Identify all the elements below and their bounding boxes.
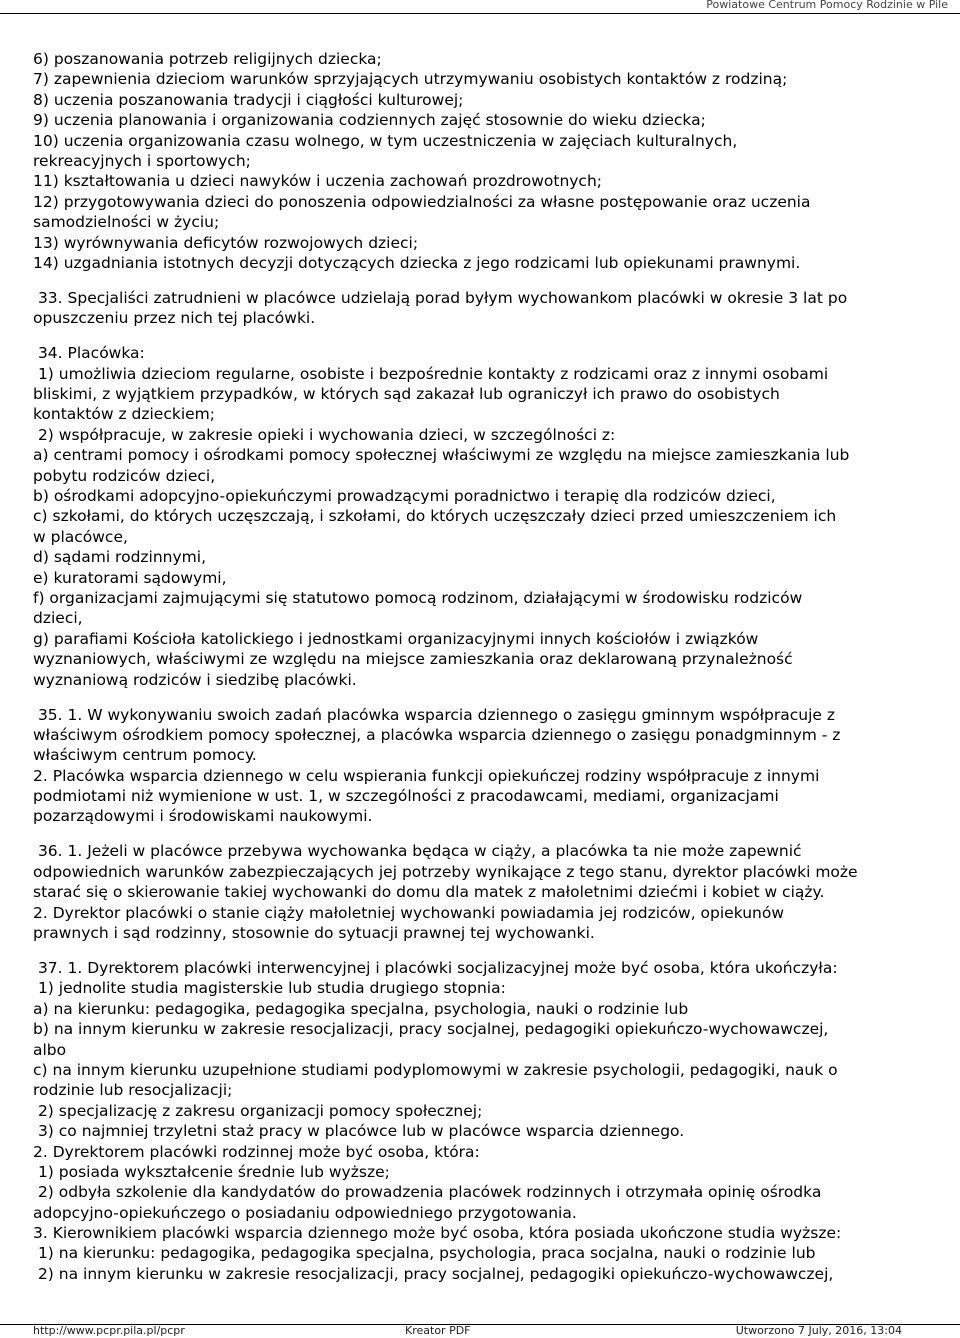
text-line: 9) uczenia planowania i organizowania codziennych zajęć stosownie do wieku dziecka; <box>33 111 706 130</box>
page-header <box>0 0 960 14</box>
text-line: 1) na kierunku: pedagogika, pedagogika specjalna, psychologia, praca socjalna, nauki o rodzinie lub <box>33 1244 816 1263</box>
header-title: Powiatowe Centrum Pomocy Rodzinie w Pile <box>706 0 948 11</box>
text-line: g) parafiami Kościoła katolickiego i jednostkami organizacyjnymi innych kościołów i związków <box>33 629 759 648</box>
text-line: 3. Kierownikiem placówki wsparcia dziennego może być osoba, która posiada ukończone studia wyższe: <box>33 1224 842 1243</box>
text-line: starać się o skierowanie takiej wychowanki do domu dla matek z małoletnimi dziećmi i kobiet w ciąży. <box>33 883 825 902</box>
text-line: dzieci, <box>33 609 83 628</box>
text-line: 34. Placówka: <box>33 344 145 363</box>
paragraph-gap <box>33 943 933 958</box>
text-line: albo <box>33 1040 67 1059</box>
text-line: kontaktów z dzieckiem; <box>33 405 215 424</box>
text-line: w placówce, <box>33 527 128 546</box>
footer-created-date: Utworzono 7 July, 2016, 13:04 <box>735 1324 902 1337</box>
text-line: 1) umożliwia dzieciom regularne, osobiste i bezpośrednie kontakty z rodzicami oraz z innymi osobami <box>33 364 829 383</box>
text-line: 37. 1. Dyrektorem placówki interwencyjnej i placówki socjalizacyjnej może być osoba, która ukończyła: <box>33 958 838 977</box>
paragraph-gap <box>33 690 933 705</box>
text-line: 35. 1. W wykonywaniu swoich zadań placówka wsparcia dziennego o zasięgu gminnym współpracuje z <box>33 705 835 724</box>
document-body <box>33 49 933 1284</box>
text-line: 2) odbyła szkolenie dla kandydatów do prowadzenia placówek rodzinnych i otrzymała opinię ośrodka <box>33 1183 822 1202</box>
text-line: odpowiednich warunków zabezpieczających jej potrzeby wynikające z tego stanu, dyrektor placówki może <box>33 862 858 881</box>
text-line: 2. Placówka wsparcia dziennego w celu wspierania funkcji opiekuńczej rodziny współpracuje z innymi <box>33 766 820 785</box>
text-line: samodzielności w życiu; <box>33 213 220 232</box>
paragraph-gap <box>33 329 933 344</box>
text-line: f) organizacjami zajmującymi się statutowo pomocą rodzinom, działającymi w środowisku rodziców <box>33 588 803 607</box>
text-line: 14) uzgadniania istotnych decyzji dotyczących dziecka z jego rodzicami lub opiekunami prawnymi. <box>33 253 801 272</box>
text-line: 2) na innym kierunku w zakresie resocjalizacji, pracy socjalnej, pedagogiki opiekuńczo-wychowawczej, <box>33 1264 834 1283</box>
text-line: bliskimi, z wyjątkiem przypadków, w których sąd zakazał lub ograniczył ich prawo do osobistych <box>33 385 780 404</box>
text-line: prawnych i sąd rodzinny, stosownie do sytuacji prawnej tej wychowanki. <box>33 924 595 942</box>
text-line: a) na kierunku: pedagogika, pedagogika specjalna, psychologia, nauki o rodzinie lub <box>33 999 689 1018</box>
text-line: 2. Dyrektor placówki o stanie ciąży małoletniej wychowanki powiadamia jej rodziców, opiekunów <box>33 903 785 922</box>
text-line: 1) jednolite studia magisterskie lub studia drugiego stopnia: <box>33 979 506 998</box>
text-line: d) sądami rodzinnymi, <box>33 548 207 567</box>
text-line: pobytu rodziców dzieci, <box>33 466 216 485</box>
text-line: 33. Specjaliści zatrudnieni w placówce udzielają porad byłym wychowankom placówki w okresie 3 lat po <box>33 288 848 307</box>
text-line: podmiotami niż wymienione w ust. 1, w szczególności z pracodawcami, mediami, organizacjami <box>33 787 779 806</box>
text-line: wyznaniową rodziców i siedzibę placówki. <box>33 670 357 689</box>
text-line: właściwym ośrodkiem pomocy społecznej, a placówka wsparcia dziennego o zasięgu ponadgminnym - z <box>33 725 841 744</box>
text-line: 12) przygotowywania dzieci do ponoszenia odpowiedzialności za własne postępowanie oraz uczenia <box>33 192 811 211</box>
text-line: 3) co najmniej trzyletni staż pracy w placówce lub w placówce wsparcia dziennego. <box>33 1122 685 1141</box>
text-line: 11) kształtowania u dzieci nawyków i uczenia zachowań prozdrowotnych; <box>33 172 603 191</box>
text-line: rodzinie lub resocjalizacji; <box>33 1081 233 1100</box>
text-line: b) na innym kierunku w zakresie resocjalizacji, pracy socjalnej, pedagogiki opiekuńczo-wychowawczej, <box>33 1020 829 1039</box>
header-divider <box>0 13 960 14</box>
text-line: 2) współpracuje, w zakresie opieki i wychowania dzieci, w szczególności z: <box>33 425 616 444</box>
text-line: 13) wyrównywania deficytów rozwojowych dzieci; <box>33 233 419 252</box>
text-line: rekreacyjnych i sportowych; <box>33 151 251 170</box>
page-footer <box>0 1325 960 1338</box>
text-line: c) na innym kierunku uzupełnione studiami podyplomowymi w zakresie psychologii, pedagogiki, nauk o <box>33 1060 838 1079</box>
text-line: 10) uczenia organizowania czasu wolnego, w tym uczestniczenia w zajęciach kulturalnych, <box>33 131 738 150</box>
text-line: 8) uczenia poszanowania tradycji i ciągłości kulturowej; <box>33 90 464 109</box>
footer-creator: Kreator PDF <box>405 1324 471 1337</box>
paragraph-gap <box>33 827 933 842</box>
text-line: adopcyjno-opiekuńczego o posiadaniu odpowiedniego przygotowania. <box>33 1203 577 1222</box>
text-line: opuszczeniu przez nich tej placówki. <box>33 309 316 328</box>
text-line: 1) posiada wykształcenie średnie lub wyższe; <box>33 1162 390 1181</box>
text-line: 7) zapewnienia dzieciom warunków sprzyjających utrzymywaniu osobistych kontaktów z rodziną; <box>33 70 788 89</box>
paragraph-gap <box>33 273 933 288</box>
text-line: 36. 1. Jeżeli w placówce przebywa wychowanka będąca w ciąży, a placówka ta nie może zapewnić <box>33 842 802 861</box>
text-line: 2) specjalizację z zakresu organizacji pomocy społecznej; <box>33 1101 483 1120</box>
footer-url: http://www.pcpr.pila.pl/pcpr <box>33 1324 185 1337</box>
text-line: e) kuratorami sądowymi, <box>33 568 227 587</box>
text-line: pozarządowymi i środowiskami naukowymi. <box>33 807 373 826</box>
text-line: 6) poszanowania potrzeb religijnych dziecka; <box>33 50 382 68</box>
text-line: b) ośrodkami adopcyjno-opiekuńczymi prowadzącymi poradnictwo i terapię dla rodziców dzieci, <box>33 487 776 505</box>
text-line: a) centrami pomocy i ośrodkami pomocy społecznej właściwymi ze względu na miejsce zamieszkania lub <box>33 446 850 465</box>
text-line: 2. Dyrektorem placówki rodzinnej może być osoba, która: <box>33 1142 480 1161</box>
text-line: właściwym centrum pomocy. <box>33 746 257 765</box>
text-line: wyznaniowych, właściwymi ze względu na miejsce zamieszkania oraz deklarowaną przynależność <box>33 650 793 669</box>
text-line: c) szkołami, do których uczęszczają, i szkołami, do których uczęszczały dzieci przed umieszczeniem ich <box>33 507 837 526</box>
